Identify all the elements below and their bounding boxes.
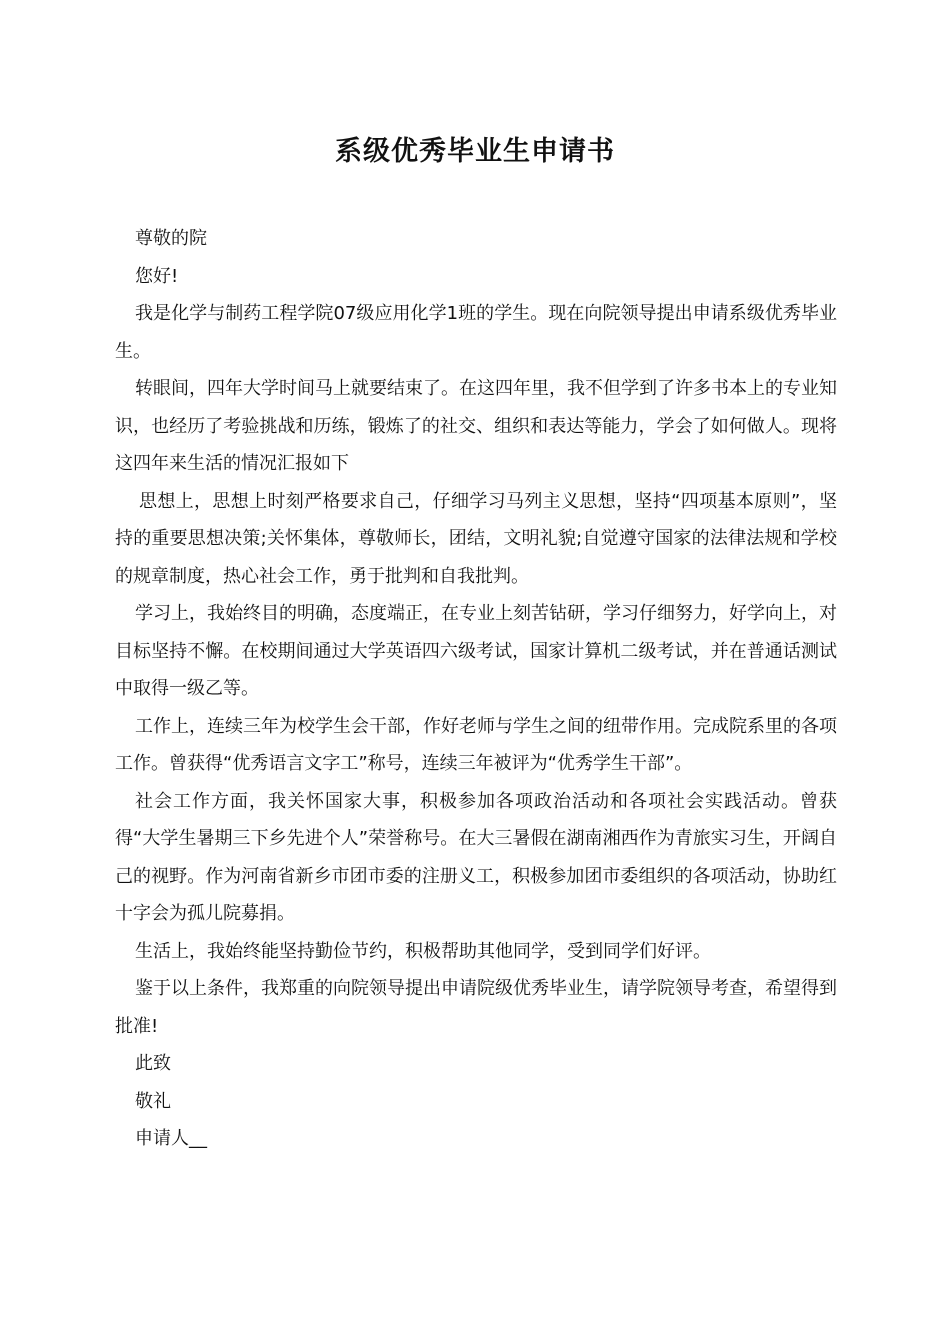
work-paragraph: 工作上，连续三年为校学生会干部，作好老师与学生之间的纽带作用。完成院系里的各项工作。曾获得“优秀语言文字工”称号，连续三年被评为“优秀学生干部”。 bbox=[115, 715, 837, 774]
regards-line: 敬礼 bbox=[135, 1090, 171, 1112]
applicant-signature-line: 申请人__ bbox=[135, 1128, 207, 1149]
ideology-paragraph: 思想上，思想上时刻严格要求自己，仔细学习马列主义思想，坚持“四项基本原则”，坚持的重要思想决策;关怀集体，尊敬师长，团结，文明礼貌;自觉遵守国家的法律法规和学校的规章制度，热心社会工作，勇于批判和自我批判。 bbox=[115, 490, 837, 587]
request-paragraph: 鉴于以上条件，我郑重的向院领导提出申请院级优秀毕业生，请学院领导考查，希望得到批准! bbox=[115, 978, 837, 1037]
life-paragraph: 生活上，我始终能坚持勤俭节约，积极帮助其他同学，受到同学们好评。 bbox=[135, 940, 711, 962]
greeting: 您好! bbox=[135, 265, 179, 287]
overview-paragraph: 转眼间，四年大学时间马上就要结束了。在这四年里，我不但学到了许多书本上的专业知识，也经历了考验挑战和历练，锻炼了的社交、组织和表达等能力，学会了如何做人。现将这四年来生活的情况汇报如下 bbox=[115, 378, 837, 474]
closing-line: 此致 bbox=[135, 1053, 171, 1074]
salutation: 尊敬的院 bbox=[135, 228, 207, 249]
intro-paragraph: 我是化学与制药工程学院07级应用化学1班的学生。现在向院领导提出申请系级优秀毕业生。 bbox=[115, 303, 837, 362]
document-body bbox=[115, 220, 837, 1158]
social-work-paragraph: 社会工作方面，我关怀国家大事，积极参加各项政治活动和各项社会实践活动。曾获得“大学生暑期三下乡先进个人”荣誉称号。在大三暑假在湖南湘西作为青旅实习生，开阔自己的视野。作为河南省新乡市团市委的注册义工，积极参加团市委组织的各项活动，协助红十字会为孤儿院募捐。 bbox=[115, 790, 837, 924]
study-paragraph: 学习上，我始终目的明确，态度端正，在专业上刻苦钻研，学习仔细努力，好学向上，对目标坚持不懈。在校期间通过大学英语四六级考试，国家计算机二级考试，并在普通话测试中取得一级乙等。 bbox=[115, 603, 837, 699]
document-title: 系级优秀毕业生申请书 bbox=[335, 136, 615, 167]
